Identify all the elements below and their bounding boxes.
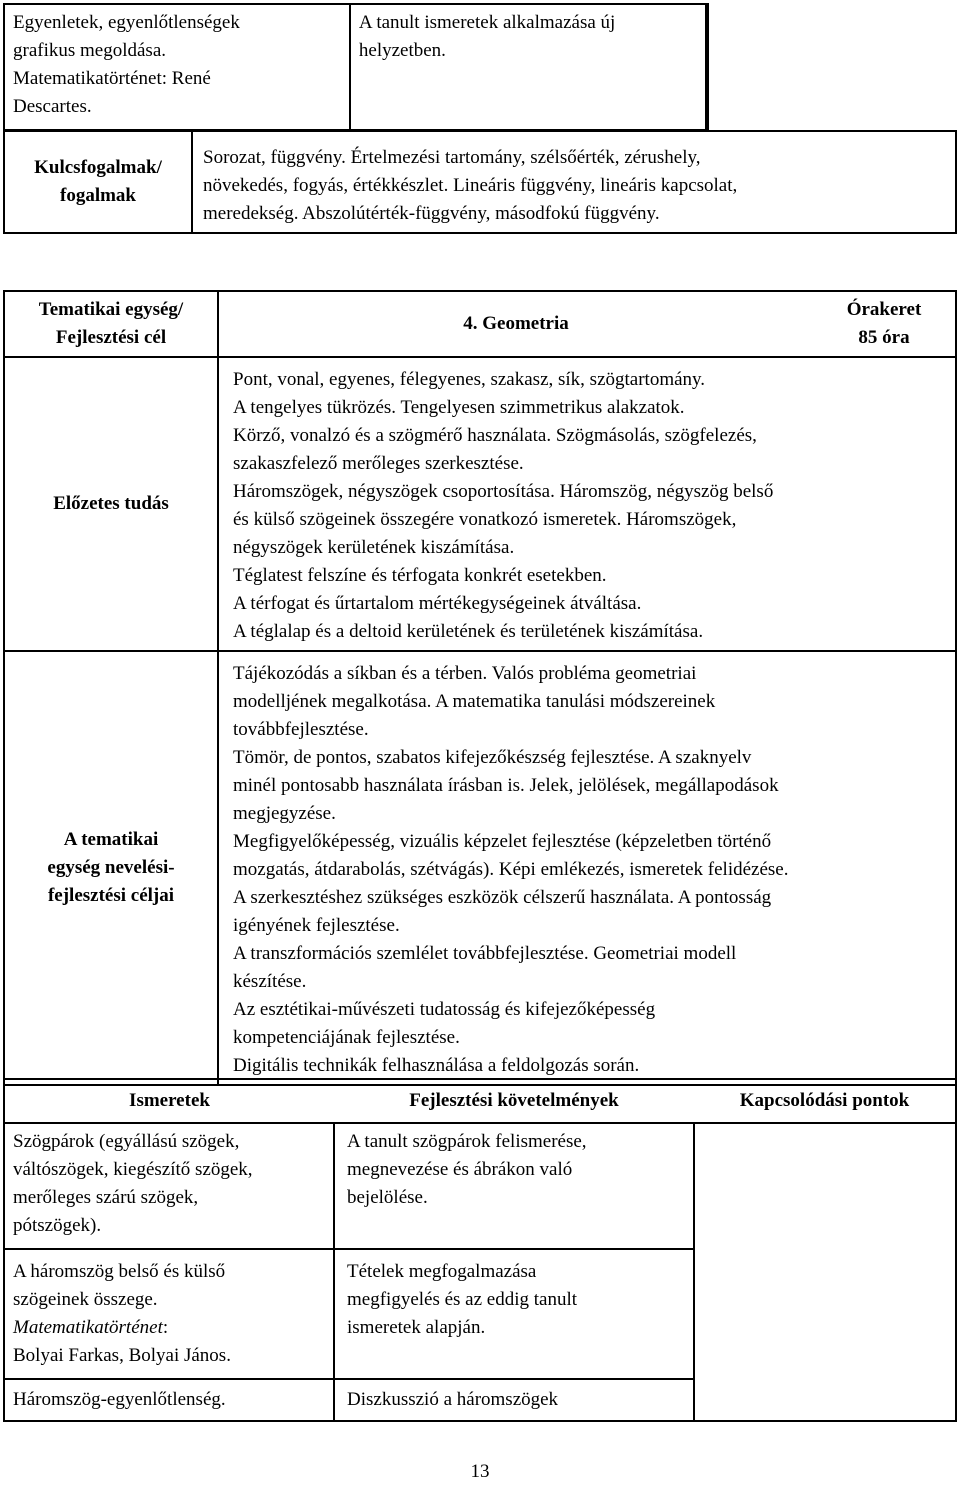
text-line: Ismeretek bbox=[129, 1090, 210, 1111]
table-row bbox=[4, 131, 956, 233]
text-line: Előzetes tudás bbox=[53, 493, 169, 514]
table-header-row bbox=[4, 1079, 956, 1123]
text-line: bejelölése. bbox=[347, 1187, 428, 1208]
cell-requirement bbox=[334, 1123, 694, 1249]
key-concepts-content bbox=[192, 131, 956, 233]
table-row bbox=[4, 4, 708, 130]
cell-connections bbox=[694, 1123, 956, 1421]
text-line: Háromszög-egyenlőtlenség. bbox=[13, 1389, 226, 1410]
text-line: Egyenletek, egyenlőtlenségek bbox=[13, 12, 240, 33]
hours-value: 85 óra bbox=[858, 327, 910, 348]
text-line: A téglalap és a deltoid kerületének és területének kiszámítása. bbox=[233, 621, 704, 642]
key-concepts-label bbox=[4, 131, 192, 233]
text-line: Diszkusszió a háromszögek bbox=[347, 1389, 559, 1410]
text-line: Háromszögek, négyszögek csoportosítása. Háromszög, négyszög belső bbox=[233, 481, 774, 502]
italic-label: Matematikatörténet bbox=[13, 1317, 163, 1338]
prior-knowledge-content bbox=[218, 357, 956, 651]
cell-prev-topic bbox=[4, 4, 350, 130]
cell-knowledge bbox=[4, 1123, 334, 1249]
text-line: Az esztétikai-művészeti tudatosság és kifejezőképesség bbox=[233, 999, 656, 1020]
cell-knowledge bbox=[4, 1249, 334, 1379]
text-line: növekedés, fogyás, értékkészlet. Lineáris függvény, lineáris kapcsolat, bbox=[203, 175, 738, 196]
text-line: Téglatest felszíne és térfogata konkrét esetekben. bbox=[233, 565, 607, 586]
text-line: egység nevelési- bbox=[47, 857, 175, 878]
text-line: A tematikai bbox=[63, 829, 159, 850]
text-line: váltószögek, kiegészítő szögek, bbox=[13, 1159, 253, 1180]
text-line: Körző, vonalzó és a szögmérő használata. Szögmásolás, szögfelezés, bbox=[233, 425, 757, 446]
text-line: fejlesztési céljai bbox=[47, 885, 175, 906]
page-number: 13 bbox=[470, 1461, 490, 1482]
text-line bbox=[13, 1314, 325, 1342]
text-line: Sorozat, függvény. Értelmezési tartomány, szélsőérték, zérushely, bbox=[203, 147, 701, 168]
text-line: Tematikai egység/ bbox=[38, 299, 184, 320]
text-line: fogalmak bbox=[60, 185, 136, 206]
header-knowledge bbox=[4, 1079, 334, 1123]
text-line: Fejlesztési követelmények bbox=[409, 1090, 619, 1111]
text-line: modelljének megalkotása. A matematika tanulási módszereinek bbox=[233, 691, 716, 712]
text-line: Kapcsolódási pontok bbox=[739, 1090, 910, 1111]
goals-label bbox=[4, 651, 218, 1085]
colon: : bbox=[162, 1317, 169, 1338]
text-line: Pont, vonal, egyenes, félegyenes, szakasz, sík, szögtartomány. bbox=[233, 369, 706, 390]
prior-knowledge-label bbox=[4, 357, 218, 651]
text-line: megjegyzése. bbox=[233, 803, 336, 824]
text-line: minél pontosabb használata írásban is. Jelek, jelölések, megállapodások bbox=[233, 775, 779, 796]
unit-title-text: 4. Geometria bbox=[463, 313, 569, 334]
text-line: Tömör, de pontos, szabatos kifejezőkészség fejlesztése. A szaknyelv bbox=[233, 747, 752, 768]
text-line: merőleges szárú szögek, bbox=[13, 1187, 199, 1208]
text-line: A tanult ismeretek alkalmazása új bbox=[358, 12, 616, 33]
content-table bbox=[3, 1078, 957, 1422]
text-line: A háromszög belső és külső bbox=[13, 1261, 226, 1282]
text-line: Digitális technikák felhasználása a feldolgozás során. bbox=[233, 1055, 640, 1076]
unit-title bbox=[218, 291, 813, 357]
text-line: kompetenciájának fejlesztése. bbox=[233, 1027, 460, 1048]
text-line: Descartes. bbox=[13, 96, 92, 117]
text-line: szakaszfelező merőleges szerkesztése. bbox=[233, 453, 524, 474]
text-line: A tanult szögpárok felismerése, bbox=[347, 1131, 587, 1152]
text-line: A térfogat és űrtartalom mértékegységeinek átváltása. bbox=[233, 593, 642, 614]
text-line: Tájékozódás a síkban és a térben. Valós probléma geometriai bbox=[233, 663, 697, 684]
text-line: Tételek megfogalmazása bbox=[347, 1261, 537, 1282]
text-line: Matematikatörténet: René bbox=[13, 68, 211, 89]
text-line: A transzformációs szemlélet továbbfejlesztése. Geometriai modell bbox=[233, 943, 737, 964]
cell-requirement bbox=[334, 1379, 694, 1421]
goals-content bbox=[218, 651, 956, 1085]
text-line: igényének fejlesztése. bbox=[233, 915, 400, 936]
table-row bbox=[4, 291, 956, 357]
table-row bbox=[4, 651, 956, 1085]
text-line: szögeinek összege. bbox=[13, 1289, 158, 1310]
text-line: megfigyelés és az eddig tanult bbox=[347, 1289, 578, 1310]
cell-knowledge bbox=[4, 1379, 334, 1421]
text-line: Kulcsfogalmak/ bbox=[34, 157, 162, 178]
text-line: négyszögek kerületének kiszámítása. bbox=[233, 537, 515, 558]
text-line: Fejlesztési cél bbox=[55, 327, 167, 348]
text-line: mozgatás, átdarabolás, szétvágás). Képi emlékezés, ismeretek felidézése. bbox=[233, 859, 789, 880]
text-line: Bolyai Farkas, Bolyai János. bbox=[13, 1345, 231, 1366]
cell-requirement bbox=[334, 1249, 694, 1379]
header-connections bbox=[694, 1079, 956, 1123]
text-line: Szögpárok (egyállású szögek, bbox=[13, 1131, 240, 1152]
text-line: A szerkesztéshez szükséges eszközök célszerű használata. A pontosság bbox=[233, 887, 772, 908]
text-line: A tengelyes tükrözés. Tengelyesen szimmetrikus alakzatok. bbox=[233, 397, 685, 418]
cell-prev-connections bbox=[706, 4, 708, 130]
text-line: megnevezése és ábrákon való bbox=[347, 1159, 573, 1180]
text-line: helyzetben. bbox=[358, 40, 446, 61]
hours-label: Órakeret bbox=[846, 299, 922, 320]
cell-prev-requirement bbox=[350, 4, 706, 130]
text-line: grafikus megoldása. bbox=[13, 40, 167, 61]
text-line: meredekség. Abszolútérték-függvény, másodfokú függvény. bbox=[203, 203, 660, 224]
unit-label bbox=[4, 291, 218, 357]
text-line: továbbfejlesztése. bbox=[233, 719, 369, 740]
hours-cell bbox=[813, 291, 956, 357]
header-requirements bbox=[334, 1079, 694, 1123]
key-concepts-table bbox=[3, 130, 957, 234]
table-row bbox=[4, 1123, 956, 1249]
text-line: készítése. bbox=[233, 971, 307, 992]
text-line: Megfigyelőképesség, vizuális képzelet fejlesztése (képzeletben történő bbox=[233, 831, 772, 852]
table-row bbox=[4, 357, 956, 651]
text-line: pótszögek). bbox=[13, 1215, 102, 1236]
text-line: ismeretek alapján. bbox=[347, 1317, 486, 1338]
top-table bbox=[3, 3, 709, 131]
unit-table bbox=[3, 290, 957, 1086]
text-line: és külső szögeinek összegére vonatkozó ismeretek. Háromszögek, bbox=[233, 509, 737, 530]
